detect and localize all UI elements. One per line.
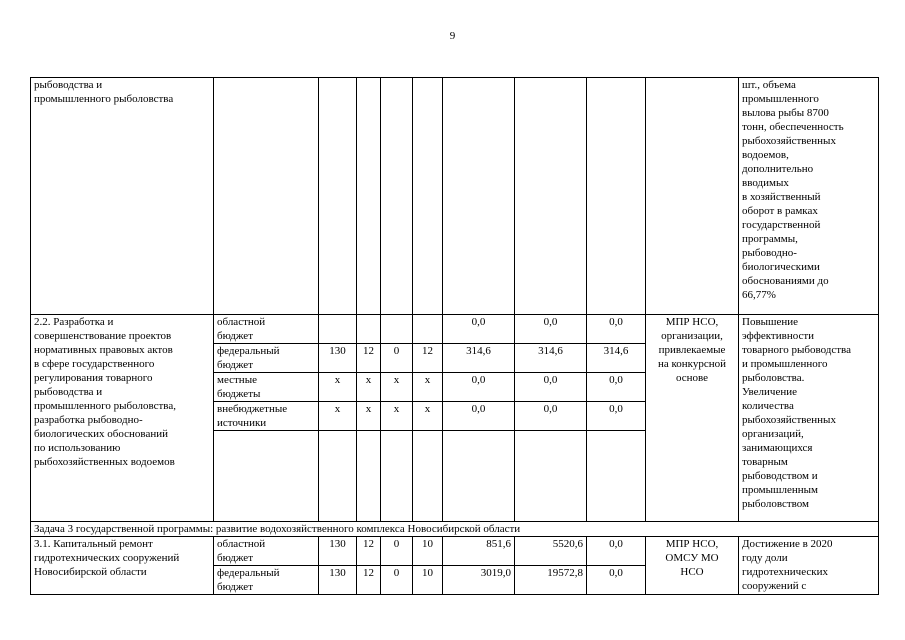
activity-name: 2.2. Разработка и совершенствование проектов нормативных правовых актов в сфере государственного регулирования товарного рыбоводства и промышленного рыболовства, разработка рыбоводно- биологических обоснований по использованию рыбохозяйственных водоемов (31, 315, 214, 522)
funding-source: областной бюджет (214, 537, 319, 566)
funding-source: местные бюджеты (214, 373, 319, 402)
table-row (31, 522, 879, 537)
program-table (30, 77, 879, 595)
table-row: федеральный бюджет 130 12 0 10 3019,0 19572,8 0,0 (31, 566, 879, 595)
page-number: 9 (449, 30, 456, 42)
table-row: 2.2. Разработка и совершенствование проектов нормативных правовых актов в сфере государственного регулирования товарного рыбоводства и промышленного рыболовства, разработка рыбоводно- биологических обоснований по использованию рыбохозяйственных водоемов областной бюджет 0,0 0,0 0,0 МПР НСО, организации, привлекаемые на конкурсной основе Повышение эффективности товарного рыбоводства и промышленного рыболовства. Увеличение количества рыбохозяйственных организаций, занимающихся товарным рыбоводством и промышленным рыболовством (31, 315, 879, 344)
funding-source: федеральный бюджет (214, 566, 319, 595)
activity-name: 3.1. Капитальный ремонт гидротехнических сооружений Новосибирской области (31, 537, 214, 595)
funding-source: внебюджетные источники (214, 402, 319, 431)
activity-name: рыбоводства и промышленного рыболовства (31, 78, 214, 315)
expected-result: шт., объема промышленного вылова рыбы 8700 тонн, обеспеченность рыбохозяйственных водоемов, дополнительно вводимых в хозяйственный оборот в рамках государственной программы, рыбоводно- биологическими обоснованиями до 66,77% (739, 78, 879, 315)
executor: МПР НСО, организации, привлекаемые на конкурсной основе (646, 315, 739, 522)
table-row (31, 78, 879, 315)
table-row: местные бюджеты x x x x 0,0 0,0 0,0 (31, 373, 879, 402)
expected-result: Повышение эффективности товарного рыбоводства и промышленного рыболовства. Увеличение количества рыбохозяйственных организаций, занимающихся товарным рыбоводством и промышленным рыболовством (739, 315, 879, 522)
table-row: федеральный бюджет 130 12 0 12 314,6 314,6 314,6 (31, 344, 879, 373)
funding-source: областной бюджет (214, 315, 319, 344)
table-row: 3.1. Капитальный ремонт гидротехнических сооружений Новосибирской области областной бюджет 130 12 0 10 851,6 5520,6 0,0 МПР НСО, ОМСУ МО НСО Достижение в 2020 году доли гидротехнических сооружений с (31, 537, 879, 566)
funding-source: федеральный бюджет (214, 344, 319, 373)
executor: МПР НСО, ОМСУ МО НСО (646, 537, 739, 595)
table-row: внебюджетные источники x x x x 0,0 0,0 0,0 (31, 402, 879, 431)
task-heading: Задача 3 государственной программы: развитие водохозяйственного комплекса Новосибирской области (31, 522, 879, 537)
expected-result: Достижение в 2020 году доли гидротехнических сооружений с (739, 537, 879, 595)
